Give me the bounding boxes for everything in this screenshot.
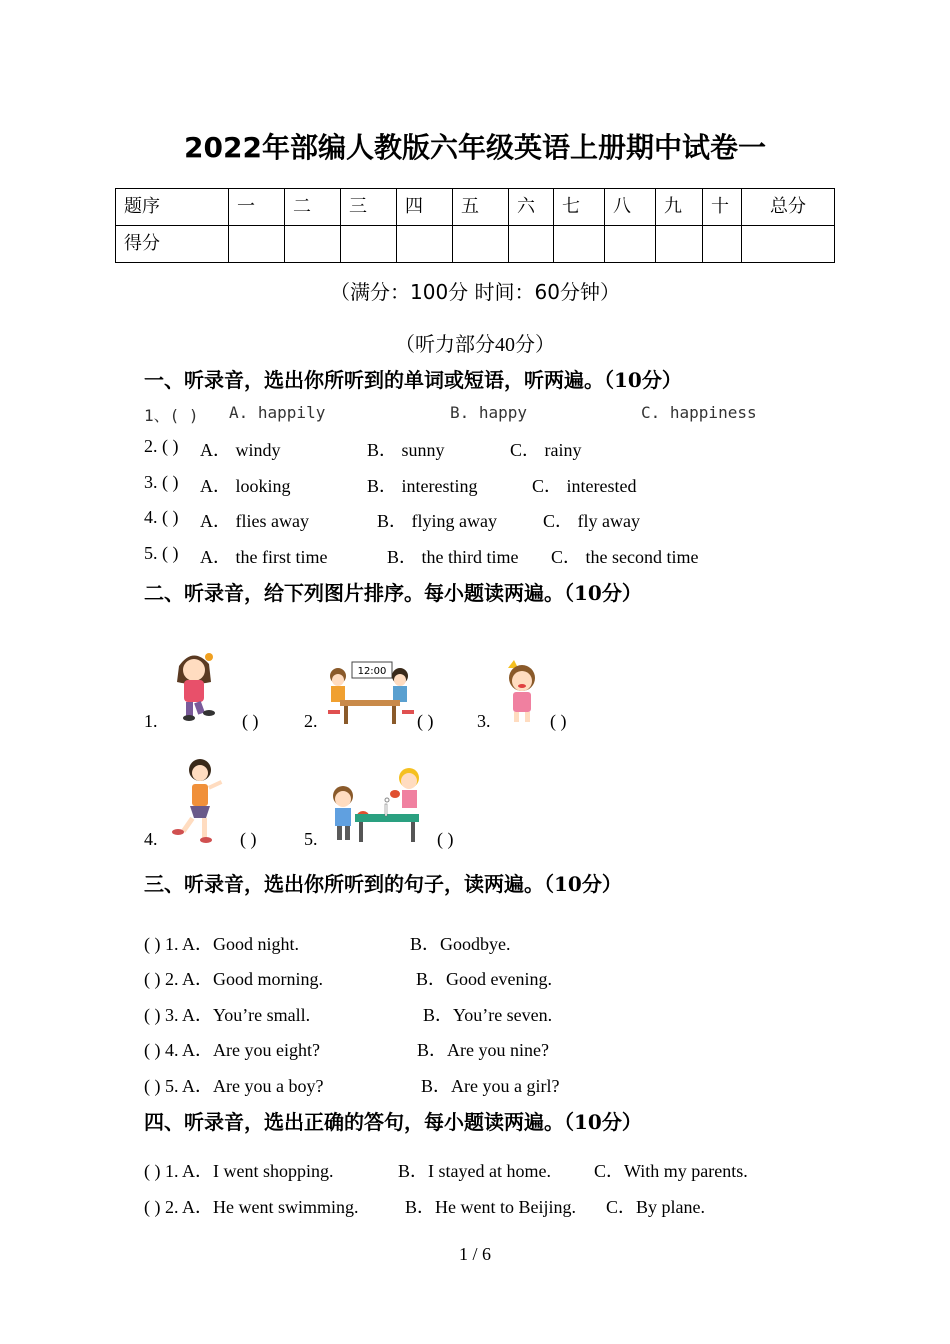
score-table-column: 四 bbox=[405, 196, 423, 217]
s2-item3-num: 3. bbox=[477, 711, 491, 731]
girl-walking-image bbox=[165, 648, 221, 724]
section4-title: 四、听录音，选出正确的答句，每小题读两遍。（10分） bbox=[144, 1110, 642, 1134]
score-table-column: 八 bbox=[613, 196, 631, 217]
score-cell[interactable] bbox=[341, 226, 397, 263]
score-cell[interactable] bbox=[703, 226, 742, 263]
kids-lunch-table-image bbox=[322, 660, 414, 726]
section1-title: 一、听录音，选出你所听到的单词或短语，听两遍。（10分） bbox=[144, 368, 682, 392]
s3-q4-option-b: B．Are you nine? bbox=[417, 1040, 549, 1060]
s3-q5-option-b: B．Are you a girl? bbox=[421, 1076, 560, 1096]
s3-q1-option-b: B．Goodbye. bbox=[410, 934, 511, 954]
score-table-column: 十 bbox=[711, 196, 729, 217]
page-number: 1 / 6 bbox=[458, 1244, 491, 1264]
s4-q2-option-c: C．By plane. bbox=[606, 1197, 705, 1217]
score-table-column: 七 bbox=[562, 196, 580, 217]
score-table-score-row bbox=[116, 226, 835, 263]
s1-q3-option-c: C． interested bbox=[532, 476, 637, 496]
score-table-header-label: 题序 bbox=[124, 196, 160, 217]
score-cell[interactable] bbox=[742, 226, 835, 263]
score-table bbox=[115, 188, 835, 263]
score-cell[interactable] bbox=[605, 226, 656, 263]
s3-q2-option-a: ( ) 2. A．Good morning. bbox=[144, 969, 323, 989]
s3-q3-option-b: B．You’re seven. bbox=[423, 1005, 553, 1025]
s1-q3-num: 3. ( ) bbox=[144, 472, 179, 492]
s2-item2-blank[interactable]: ( ) bbox=[417, 711, 434, 731]
page-title: 2022年部编人教版六年级英语上册期中试卷一 bbox=[184, 131, 766, 164]
s3-q5-option-a: ( ) 5. A．Are you a boy? bbox=[144, 1076, 324, 1096]
s1-q2-option-a: A． windy bbox=[200, 440, 281, 460]
s4-q2-option-b: B．He went to Beijing. bbox=[405, 1197, 576, 1217]
s1-q5-num: 5. ( ) bbox=[144, 543, 179, 563]
score-table-column: 五 bbox=[461, 196, 479, 217]
s1-q4-option-a: A． flies away bbox=[200, 511, 309, 531]
s1-q1-option-a: A. happily bbox=[229, 403, 326, 422]
score-table-column: 三 bbox=[349, 196, 367, 217]
s1-q2-option-c: C． rainy bbox=[510, 440, 582, 460]
s1-q1-option-c: C. happiness bbox=[641, 403, 757, 422]
s1-q5-option-c: C． the second time bbox=[551, 547, 699, 567]
exam-info: （满分：100分 时间：60分钟） bbox=[330, 280, 620, 304]
clock-text: 12:00 bbox=[357, 666, 387, 677]
s4-q1-option-a: ( ) 1. A．I went shopping. bbox=[144, 1161, 334, 1181]
score-cell[interactable] bbox=[453, 226, 509, 263]
girl-running-image bbox=[168, 756, 230, 846]
s1-q5-option-a: A． the first time bbox=[200, 547, 328, 567]
s4-q1-option-b: B．I stayed at home. bbox=[398, 1161, 551, 1181]
score-cell[interactable] bbox=[229, 226, 285, 263]
s3-q4-option-a: ( ) 4. A．Are you eight? bbox=[144, 1040, 320, 1060]
s2-item1-blank[interactable]: ( ) bbox=[242, 711, 259, 731]
score-table-column: 二 bbox=[293, 196, 311, 217]
s2-item2-num: 2. bbox=[304, 711, 318, 731]
score-table-row-label: 得分 bbox=[124, 233, 160, 254]
listening-header: （听力部分40分） bbox=[395, 334, 555, 356]
s3-q3-option-a: ( ) 3. A．You’re small. bbox=[144, 1005, 311, 1025]
s1-q2-num: 2. ( ) bbox=[144, 436, 179, 456]
s3-q2-option-b: B．Good evening. bbox=[416, 969, 552, 989]
s1-q3-option-b: B． interesting bbox=[367, 476, 478, 496]
s4-q1-option-c: C．With my parents. bbox=[594, 1161, 748, 1181]
s2-item1-num: 1. bbox=[144, 711, 158, 731]
score-table-column: 总分 bbox=[770, 196, 806, 217]
section2-title: 二、听录音，给下列图片排序。每小题读两遍。（10分） bbox=[144, 581, 642, 605]
s2-item5-blank[interactable]: ( ) bbox=[437, 829, 454, 849]
s1-q4-option-b: B． flying away bbox=[377, 511, 497, 531]
score-cell[interactable] bbox=[656, 226, 703, 263]
score-table-column: 六 bbox=[517, 196, 535, 217]
s1-q5-option-b: B． the third time bbox=[387, 547, 519, 567]
score-cell[interactable] bbox=[554, 226, 605, 263]
s1-q1-option-b: B. happy bbox=[450, 403, 528, 422]
section3-title: 三、听录音，选出你所听到的句子，读两遍。（10分） bbox=[144, 872, 622, 896]
s4-q2-option-a: ( ) 2. A．He went swimming. bbox=[144, 1197, 359, 1217]
s1-q2-option-b: B． sunny bbox=[367, 440, 445, 460]
s2-item4-blank[interactable]: ( ) bbox=[240, 829, 257, 849]
girl-brushing-teeth-image bbox=[500, 656, 544, 726]
s2-item5-num: 5. bbox=[304, 829, 318, 849]
s1-q4-option-c: C． fly away bbox=[543, 511, 640, 531]
score-cell[interactable] bbox=[509, 226, 554, 263]
score-cell[interactable] bbox=[397, 226, 453, 263]
score-cell[interactable] bbox=[285, 226, 341, 263]
score-table-column: 九 bbox=[664, 196, 682, 217]
kids-ping-pong-image bbox=[325, 764, 431, 846]
s1-q1-num: 1、( ) bbox=[144, 406, 199, 425]
s2-item3-blank[interactable]: ( ) bbox=[550, 711, 567, 731]
s1-q3-option-a: A． looking bbox=[200, 476, 291, 496]
score-table-column: 一 bbox=[237, 196, 255, 217]
s1-q4-num: 4. ( ) bbox=[144, 507, 179, 527]
s2-item4-num: 4. bbox=[144, 829, 158, 849]
score-table-header-row bbox=[116, 189, 835, 226]
s3-q1-option-a: ( ) 1. A．Good night. bbox=[144, 934, 299, 954]
